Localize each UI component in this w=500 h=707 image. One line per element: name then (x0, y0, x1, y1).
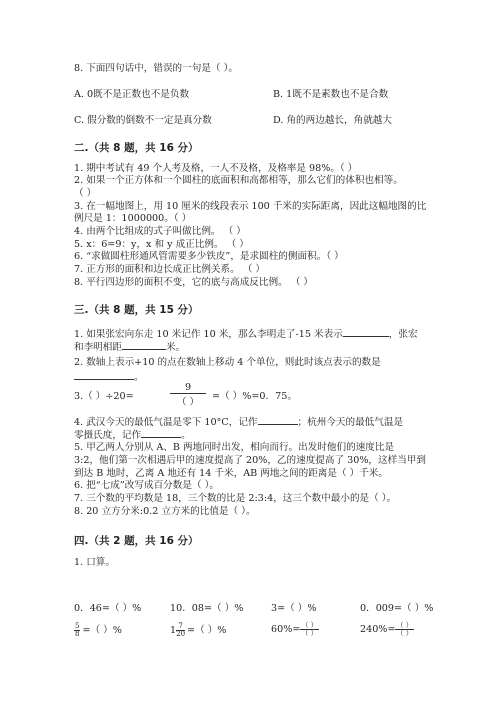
s2-line-9: 7. 正方形的面积和边长成正比例关系。 （ ） (74, 264, 265, 275)
s3-q5-line-3: 到达 B 地时，乙离 A 地还有 14 千米，AB 两地之间的距离是（ ）千米。 (74, 468, 388, 479)
s3-q2-end: 。 (134, 372, 144, 383)
s2-line-7: 5. x：6=9：y，x 和 y 成正比例。 （ ） (74, 239, 249, 250)
option-b: B. 1既不是素数也不是合数 (273, 89, 389, 100)
answer-blank[interactable] (258, 414, 298, 425)
option-d: D. 角的两边越长，角就越大 (273, 115, 392, 126)
answer-blank[interactable] (122, 339, 166, 350)
calc-item: 240%= $\frac{( )}{( )}$ (360, 621, 413, 637)
s3-q4-text-a: 4. 武汉今天的最低气温是零下 10°C，记作 (74, 417, 258, 428)
calc-item: 0．46=（ ）% (74, 603, 142, 614)
s3-q4-text-d: 。 (181, 430, 191, 441)
s2-line-2: 2. 如果一个正方体和一个圆柱的底面积和高都相等，那么它们的体积也相等。 (74, 175, 403, 186)
s2-line-10: 8. 平行四边形的面积不变，它的底与高成反比例。 （ ） (74, 277, 313, 288)
option-c: C. 假分数的倒数不一定是真分数 (74, 115, 212, 126)
s4-q1-title: 1. 口算。 (74, 557, 115, 568)
answer-blank[interactable] (343, 326, 389, 337)
s2-line-6: 4. 由两个比组成的式子叫做比例。 （ ） (74, 226, 246, 237)
s3-q7: 7. 三个数的平均数是 18，三个数的比是 2:3:4，这三个数中最小的是（ ）。 (74, 493, 397, 504)
s3-q4-text-c: 零摄氏度，记作 (74, 430, 142, 441)
fraction-numerator: 9 (170, 382, 206, 394)
section-2-title: 二.（共 8 题，共 16 分） (74, 142, 199, 154)
s2-line-8: 6. “求做圆柱形通风管需要多少铁皮”，是求圆柱的侧面积。（ ） (74, 251, 344, 262)
fraction-denominator[interactable]: （ ） (176, 397, 200, 408)
fraction: $\frac{( )}{( )}$ (396, 621, 413, 637)
answer-blank[interactable] (74, 369, 134, 380)
answer-blank[interactable] (141, 427, 181, 438)
fraction: $\frac{( )}{( )}$ (301, 621, 318, 637)
s3-q1-text-b: ，张宏 (388, 329, 418, 340)
fraction: $\frac{7}{20}$ (176, 622, 186, 638)
s2-line-4: 3. 在一幅地图上，用 10 厘米的线段表示 100 千米的实际距离，因此这幅地图的比 (74, 201, 427, 212)
s3-q3-text-a: 3.（ ）÷20= (74, 391, 134, 402)
s3-q2-line-2 (74, 369, 144, 384)
option-a: A. 0既不是正数也不是负数 (74, 89, 190, 100)
calc-item: 60%= $\frac{( )}{( )}$ (271, 621, 318, 637)
fraction: $\frac{5}{8}$ (75, 622, 80, 638)
s3-q6: 6. 把“七成”改写成百分数是（ ）。 (74, 480, 219, 491)
s3-q1-line-2 (74, 339, 185, 354)
calc-item: 1 $\frac{7}{20}$ =（ ）% (170, 622, 227, 638)
s3-q3-fraction (170, 382, 206, 408)
s2-line-1: 1. 期中考试有 49 个人考及格，一人不及格，及格率是 98%。（ ） (74, 163, 358, 174)
question-8-stem: 8. 下面四句话中，错误的一句是（ ）。 (74, 63, 238, 74)
s3-q2-line-1: 2. 数轴上表示+10 的点在数轴上移动 4 个单位，则此时该点表示的数是 (74, 357, 381, 368)
calc-item: $\frac{5}{8}$ =（ ）% (75, 622, 122, 638)
calc-item: 0．009=（ ）% (360, 603, 434, 614)
calc-item: 3=（ ）% (271, 603, 317, 614)
section-3-title: 三.（共 8 题，共 15 分） (74, 304, 199, 316)
s2-line-5: 例尺是 1：1000000。（ ） (74, 213, 192, 224)
s3-q3-text-b: =（ ）%=0．75。 (212, 391, 297, 402)
calc-item: 10．08=（ ）% (170, 603, 244, 614)
s3-q1-text-d: 米。 (165, 342, 186, 353)
section-4-title: 四.（共 2 题，共 16 分） (74, 535, 199, 547)
s3-q4-text-b: ；杭州今天的最低气温是 (297, 417, 404, 428)
s3-q5-line-1: 5. 甲乙两人分别从 A、B 两地同时出发，相向而行。出发时他们的速度比是 (74, 442, 395, 453)
s3-q1-text-c: 和李明相距 (74, 342, 122, 353)
s3-q1-text-a: 1. 如果张宏向东走 10 米记作 10 米，那么李明走了-15 米表示 (74, 329, 343, 340)
s3-q4-line-2 (74, 427, 191, 442)
s3-q8: 8. 20 立方分米:0.2 立方米的比值是（ ）。 (74, 506, 256, 517)
s3-q5-line-2: 3:2，他们第一次相遇后甲的速度提高了 20%，乙的速度提高了 30%，这样当甲到 (74, 455, 426, 466)
s2-line-3: （ ） (74, 188, 97, 199)
